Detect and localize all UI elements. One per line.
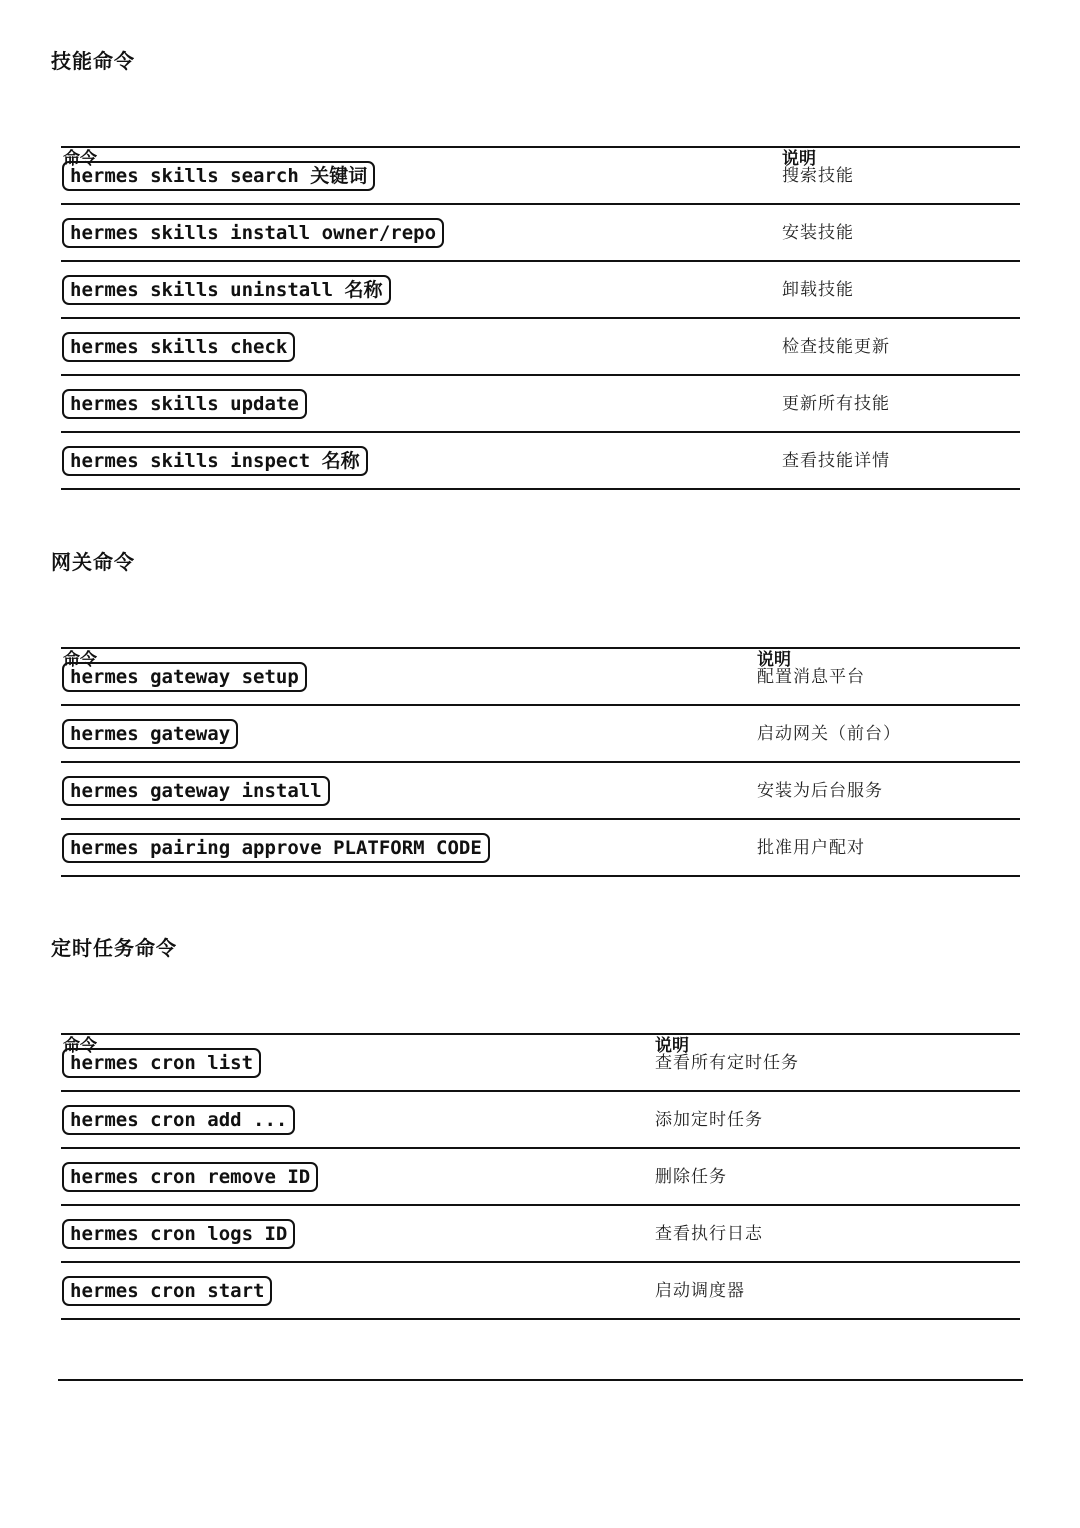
- command-code: hermes skills inspect 名称: [62, 446, 368, 476]
- command-description: 更新所有技能: [782, 394, 890, 414]
- command-table: [61, 593, 1020, 877]
- command-code: hermes skills check: [62, 332, 295, 362]
- header-command: 命令: [63, 650, 97, 670]
- header-description: 说明: [655, 1036, 689, 1056]
- command-description: 删除任务: [655, 1167, 727, 1187]
- table-row: [61, 205, 1020, 262]
- header-description: 说明: [757, 650, 791, 670]
- command-description: 卸载技能: [782, 280, 854, 300]
- command-description: 查看所有定时任务: [655, 1053, 799, 1073]
- table-row: [61, 1263, 1020, 1320]
- command-table: [61, 979, 1020, 1320]
- command-code: hermes skills install owner/repo: [62, 218, 444, 248]
- table-row: [61, 433, 1020, 490]
- table-row: [61, 1092, 1020, 1149]
- command-code: hermes cron add ...: [62, 1105, 295, 1135]
- header-description: 说明: [782, 149, 816, 169]
- table-row: [61, 1206, 1020, 1263]
- table-row: [61, 649, 1020, 706]
- table-body: [61, 1035, 1020, 1320]
- table-row: [61, 763, 1020, 820]
- command-description: 配置消息平台: [757, 667, 865, 687]
- table-row: [61, 820, 1020, 877]
- table-row: [61, 706, 1020, 763]
- command-code: hermes skills update: [62, 389, 307, 419]
- section-title: 定时任务命令: [51, 936, 177, 960]
- command-code: hermes gateway install: [62, 776, 330, 806]
- command-description: 批准用户配对: [757, 838, 865, 858]
- command-code: hermes pairing approve PLATFORM CODE: [62, 833, 490, 863]
- table-row: [61, 319, 1020, 376]
- table-row: [61, 262, 1020, 319]
- table-row: [61, 376, 1020, 433]
- command-code: hermes cron logs ID: [62, 1219, 295, 1249]
- command-description: 查看执行日志: [655, 1224, 763, 1244]
- table-header: [61, 979, 1020, 1056]
- command-code: hermes cron remove ID: [62, 1162, 318, 1192]
- command-code: hermes skills search 关键词: [62, 161, 375, 191]
- header-command: 命令: [63, 1036, 97, 1056]
- command-description: 启动调度器: [655, 1281, 745, 1301]
- command-code: hermes cron start: [62, 1276, 272, 1306]
- command-table: [61, 92, 1020, 490]
- header-command: 命令: [63, 149, 97, 169]
- command-description: 检查技能更新: [782, 337, 890, 357]
- command-code: hermes gateway: [62, 719, 238, 749]
- table-body: [61, 649, 1020, 877]
- command-description: 搜索技能: [782, 166, 854, 186]
- command-description: 安装技能: [782, 223, 854, 243]
- command-description: 启动网关（前台）: [757, 724, 901, 744]
- command-code: hermes cron list: [62, 1048, 261, 1078]
- table-row: [61, 1149, 1020, 1206]
- command-code: hermes gateway setup: [62, 662, 307, 692]
- section-title: 网关命令: [51, 550, 135, 574]
- command-code: hermes skills uninstall 名称: [62, 275, 391, 305]
- table-row: [61, 148, 1020, 205]
- command-description: 添加定时任务: [655, 1110, 763, 1130]
- command-description: 查看技能详情: [782, 451, 890, 471]
- table-body: [61, 148, 1020, 490]
- command-description: 安装为后台服务: [757, 781, 883, 801]
- table-header: [61, 593, 1020, 670]
- bottom-divider: [58, 1379, 1023, 1381]
- table-header: [61, 92, 1020, 169]
- table-row: [61, 1035, 1020, 1092]
- section-title: 技能命令: [51, 49, 135, 73]
